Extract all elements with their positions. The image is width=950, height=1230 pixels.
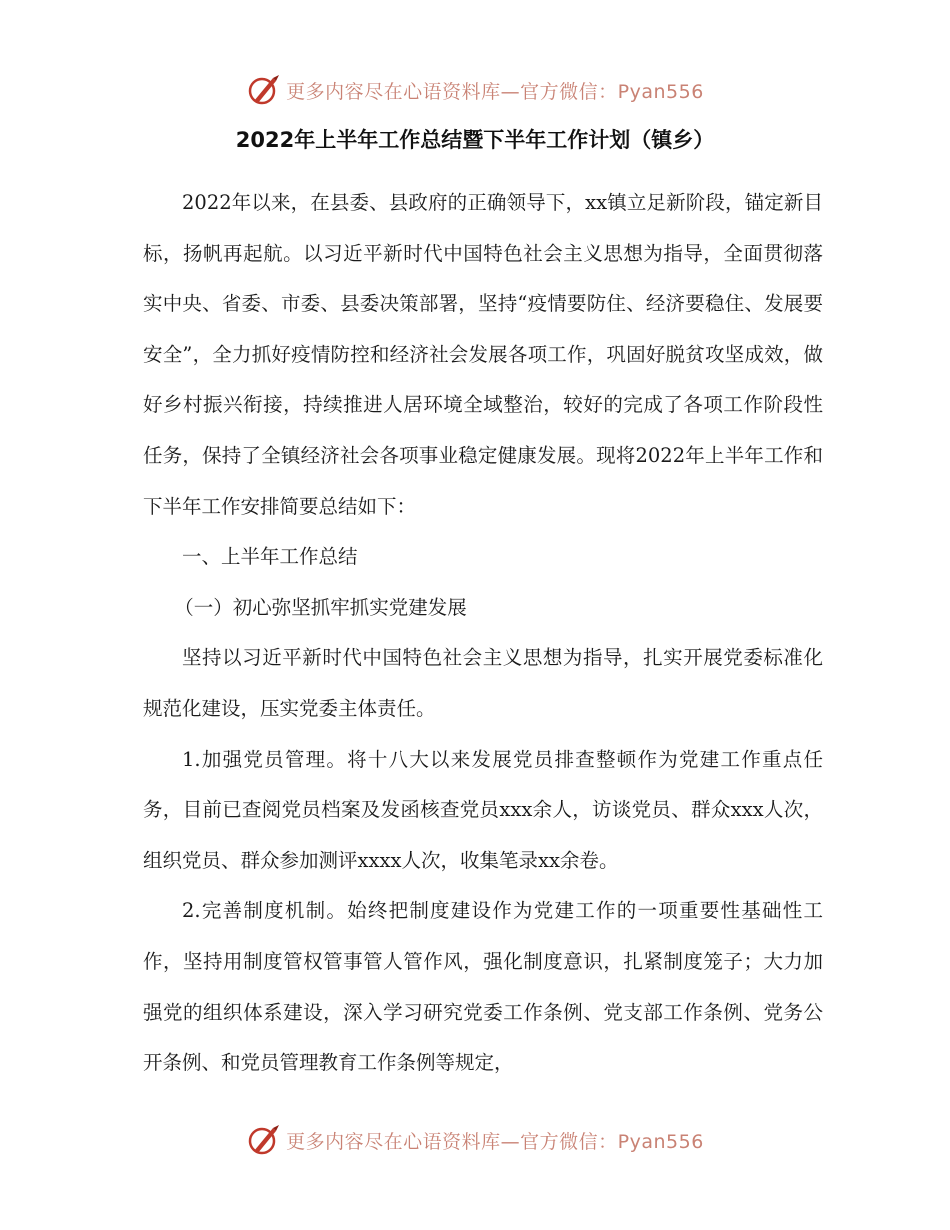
paragraph: 坚持以习近平新时代中国特色社会主义思想为指导，扎实开展党委标准化规范化建设，压实党委主体责任。 xyxy=(143,646,823,720)
watermark-footer xyxy=(0,1120,950,1160)
quill-pen-circle-icon xyxy=(246,1123,280,1157)
subsection-heading: （一）初心弥坚抓牢抓实党建发展 xyxy=(174,595,467,619)
watermark-header xyxy=(0,70,950,110)
section-heading: 一、上半年工作总结 xyxy=(182,545,358,569)
quill-pen-circle-icon xyxy=(246,73,280,107)
list-item-1: 1.加强党员管理。将十八大以来发展党员排查整顿作为党建工作重点任务，目前已查阅党员档案及发函核查党员xxx余人，访谈党员、群众xxx人次，组织党员、群众参加测评xxxx人次，收集笔录xx余卷。 xyxy=(143,747,823,872)
watermark-text: 更多内容尽在心语资料库—官方微信：Pyan556 xyxy=(286,1130,704,1153)
document-body xyxy=(143,178,823,1089)
intro-paragraph: 2022年以来，在县委、县政府的正确领导下，xx镇立足新阶段，锚定新目标，扬帆再起航。以习近平新时代中国特色社会主义思想为指导，全面贯彻落实中央、省委、市委、县委决策部署，坚持“疫情要防住、经济要稳住、发展要安全”，全力抓好疫情防控和经济社会发展各项工作，巩固好脱贫攻坚成效，做好乡村振兴衔接，持续推进人居环境全域整治，较好的完成了各项工作阶段性任务，保持了全镇经济社会各项事业稳定健康发展。现将2022年上半年工作和下半年工作安排简要总结如下： xyxy=(143,191,823,518)
document-title: 2022年上半年工作总结暨下半年工作计划（镇乡） xyxy=(235,128,715,152)
watermark-text: 更多内容尽在心语资料库—官方微信：Pyan556 xyxy=(286,80,704,103)
list-item-2: 2.完善制度机制。始终把制度建设作为党建工作的一项重要性基础性工作，坚持用制度管权管事管人管作风，强化制度意识，扎紧制度笼子；大力加强党的组织体系建设，深入学习研究党委工作条例、党支部工作条例、党务公开条例、和党员管理教育工作条例等规定， xyxy=(143,899,823,1075)
